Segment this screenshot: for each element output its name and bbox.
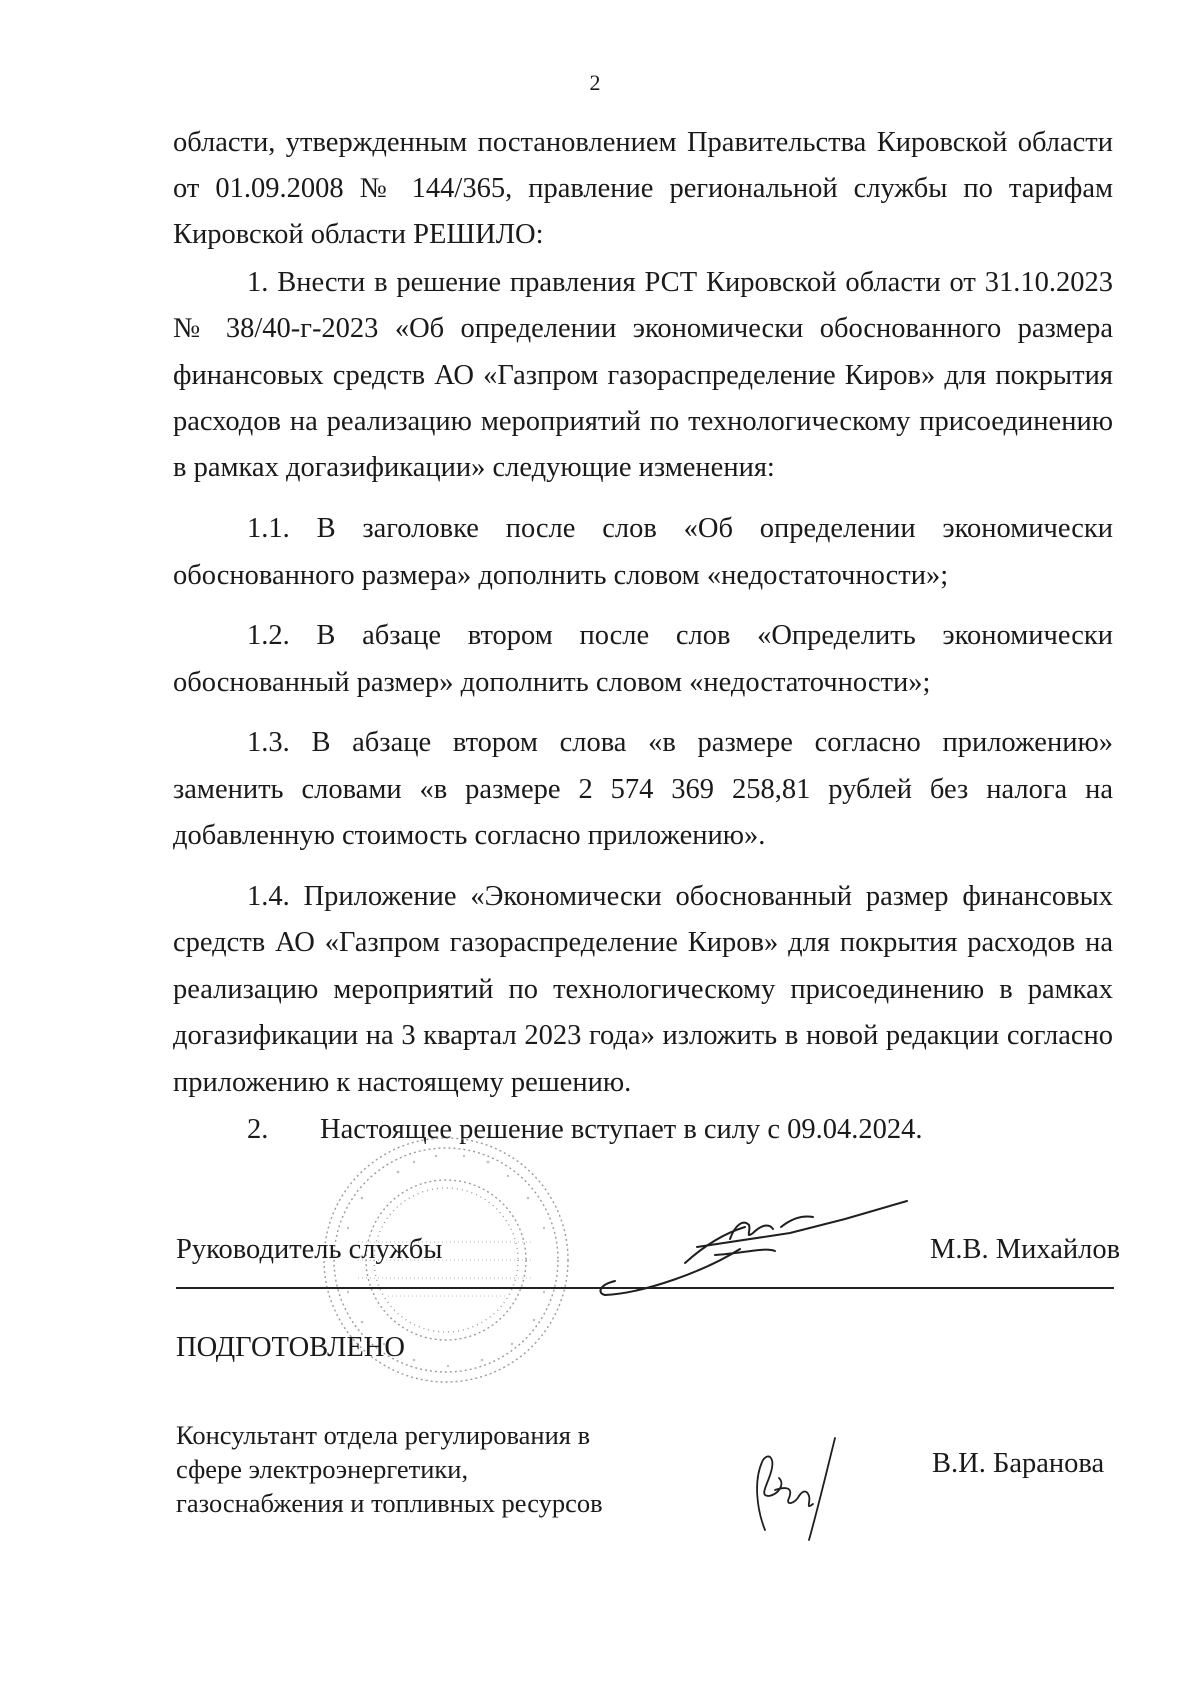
intro-line-1: области, утвержденным постановлением Правительства Кировской области <box>173 127 1113 158</box>
signature-separator-line <box>176 1287 1114 1289</box>
point-1-line-3: финансовых средств АО «Газпром газораспределение Киров» для покрытия <box>173 360 1113 391</box>
point-1-line-1: 1. Внести в решение правления РСТ Кировской области от 31.10.2023 <box>247 267 1113 298</box>
point-1-4-line-4: догазификации на 3 квартал 2023 года» изложить в новой редакции согласно <box>173 1020 1113 1051</box>
point-1-4-line-1: 1.4. Приложение «Экономически обоснованный размер финансовых <box>247 881 1113 912</box>
point-1-2-line-1: 1.2. В абзаце втором после слов «Определить экономически <box>247 620 1113 651</box>
point-2-text: Настоящее решение вступает в силу с 09.04.2024. <box>320 1114 923 1145</box>
intro-line-3: Кировской области РЕШИЛО: <box>173 219 544 250</box>
point-1-4-line-3: реализацию мероприятий по технологическому присоединению в рамках <box>173 974 1113 1005</box>
consultant-handwritten-signature <box>735 1430 845 1545</box>
point-2-number: 2. <box>247 1114 269 1145</box>
point-1-4-line-5: приложению к настоящему решению. <box>173 1067 632 1098</box>
consultant-position-line-2: сфере электроэнергетики, <box>176 1454 469 1484</box>
consultant-position-line-3: газоснабжения и топливных ресурсов <box>176 1488 603 1518</box>
point-1-3-line-1: 1.3. В абзаце втором слова «в размере согласно приложению» <box>247 727 1113 758</box>
point-1-line-4: расходов на реализацию мероприятий по технологическому присоединению <box>173 406 1113 437</box>
head-position-label: Руководитель службы <box>176 1234 443 1265</box>
point-1-2-line-2: обоснованный размер» дополнить словом «недостаточности»; <box>173 667 931 698</box>
point-1-3-line-3: добавленную стоимость согласно приложению». <box>173 820 766 851</box>
prepared-heading: ПОДГОТОВЛЕНО <box>176 1332 405 1363</box>
point-1-1-line-2: обоснованного размера» дополнить словом «недостаточности»; <box>173 560 949 591</box>
point-1-4-line-2: средств АО «Газпром газораспределение Киров» для покрытия расходов на <box>173 927 1113 958</box>
point-1-line-5: в рамках догазификации» следующие изменения: <box>173 452 775 483</box>
consultant-name: В.И. Баранова <box>932 1448 1105 1479</box>
page-number: 2 <box>589 70 601 95</box>
head-name: М.В. Михайлов <box>930 1234 1121 1265</box>
point-1-line-2: № 38/40-г-2023 «Об определении экономически обоснованного размера <box>173 313 1113 344</box>
head-handwritten-signature <box>585 1175 915 1300</box>
intro-line-2: от 01.09.2008 № 144/365, правление региональной службы по тарифам <box>173 173 1113 204</box>
consultant-position-line-1: Консультант отдела регулирования в <box>176 1420 591 1450</box>
point-1-3-line-2: заменить словами «в размере 2 574 369 258,81 рублей без налога на <box>173 774 1113 805</box>
point-1-1-line-1: 1.1. В заголовке после слов «Об определении экономически <box>247 513 1113 544</box>
